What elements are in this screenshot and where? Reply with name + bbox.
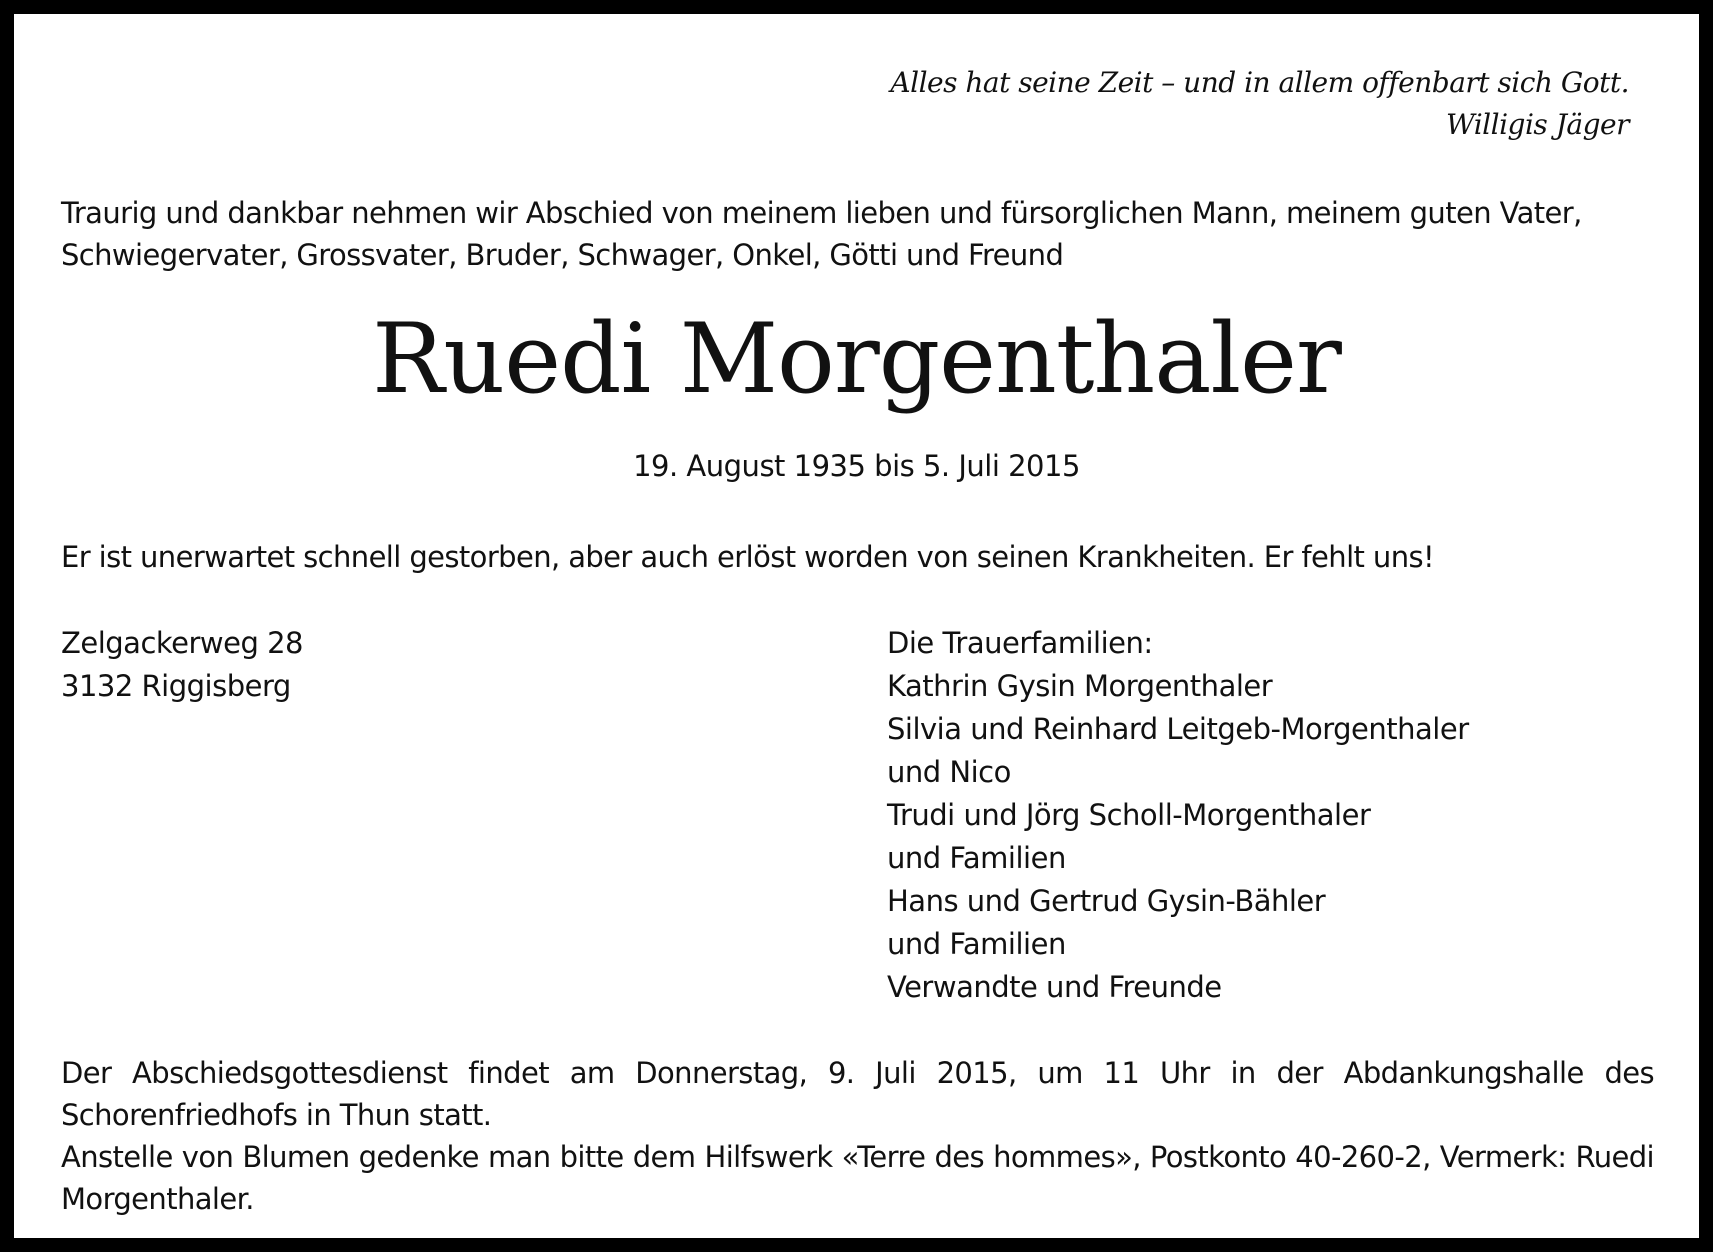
ceremony-text: Der Abschiedsgottesdienst findet am Donnerstag, 9. Juli 2015, um 11 Uhr in der Abdankungshalle des Schorenfriedhofs in Thun statt.: [61, 1056, 1654, 1132]
family-line: und Nico: [887, 755, 1011, 789]
address-block: [61, 622, 303, 708]
family-line: und Familien: [887, 927, 1066, 961]
address-street: Zelgackerweg 28: [61, 626, 304, 660]
address-city: 3132 Riggisberg: [61, 669, 291, 703]
deceased-name: Ruedi Morgenthaler: [372, 303, 1341, 415]
family-line: Hans und Gertrud Gysin-Bähler: [887, 884, 1326, 918]
intro-line-1: Traurig und dankbar nehmen wir Abschied von meinem lieben und fürsorglichen Mann, meinem guten Vater,: [61, 196, 1582, 230]
statement: Er ist unerwartet schnell gestorben, aber auch erlöst worden von seinen Krankheiten. Er fehlt uns!: [61, 540, 1435, 574]
family-line: Kathrin Gysin Morgenthaler: [887, 669, 1273, 703]
obituary-notice: [14, 14, 1699, 1238]
mourning-families: [887, 622, 1469, 1009]
intro-line-2: Schwiegervater, Grossvater, Bruder, Schwager, Onkel, Götti und Freund: [61, 238, 1064, 272]
family-line: Verwandte und Freunde: [887, 970, 1222, 1004]
family-line: Trudi und Jörg Scholl-Morgenthaler: [887, 798, 1371, 832]
family-line: und Familien: [887, 841, 1066, 875]
service-info: [61, 1052, 1654, 1220]
motto: [890, 62, 1629, 146]
motto-author: Willigis Jäger: [1445, 108, 1629, 141]
life-dates: 19. August 1935 bis 5. Juli 2015: [633, 449, 1080, 483]
donation-text: Anstelle von Blumen gedenke man bitte dem Hilfswerk «Terre des hommes», Postkonto 40-260-2, Vermerk: Ruedi Morgenthaler.: [61, 1140, 1654, 1216]
intro-text: [61, 192, 1661, 276]
family-line: Silvia und Reinhard Leitgeb-Morgenthaler: [887, 712, 1469, 746]
families-heading: Die Trauerfamilien:: [887, 626, 1153, 660]
motto-quote: Alles hat seine Zeit – und in allem offenbart sich Gott.: [890, 66, 1629, 99]
